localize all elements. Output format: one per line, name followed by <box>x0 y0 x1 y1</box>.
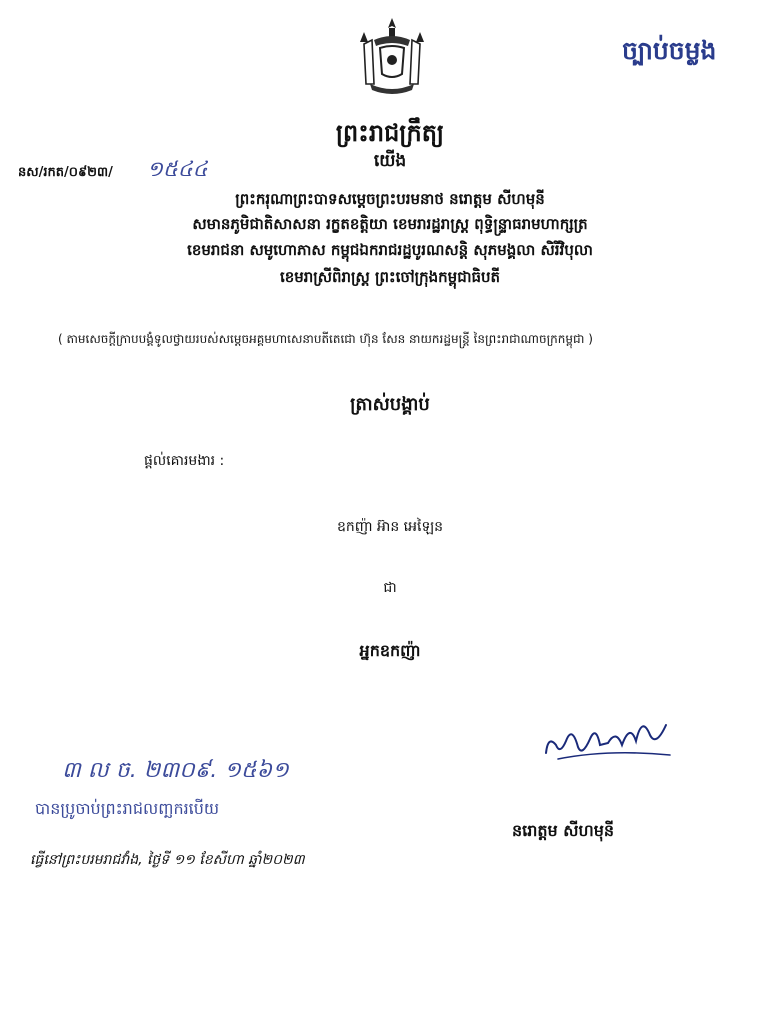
recipient-name: ឧកញ៉ា អ៊ាន អេឡៃន <box>337 519 443 535</box>
we-heading: យើង <box>373 151 407 171</box>
royal-title-line: សមានភូមិជាតិសាសនា រក្ខតខត្តិយា ខេមរារដ្ឋរាស្ត្រ ពុទ្ធិន្ទ្រាធរាមហាក្សត្រ <box>192 215 588 233</box>
place-and-date: ធ្វើនៅព្រះបរមរាជវាំង, ថ្ងៃទី ១១ ខែសីហា ឆ្នាំ២០២៣ <box>30 852 305 868</box>
decree-title: ព្រះរាជក្រឹត្យ <box>335 119 445 147</box>
copy-stamp: ច្បាប់ចម្លង <box>622 36 717 65</box>
as-word: ជា <box>383 580 397 596</box>
copy-certification-note: បានប្រូចាប់ព្រះរាជលញ្ឆករបើយ <box>35 799 220 818</box>
royal-title-line: ខេមរាស្រីពិរាស្ត្រ ព្រះចៅក្រុងកម្ពុជាធិបតី <box>279 268 501 286</box>
proposal-line: ( តាមសេចក្តីក្រាបបង្គំទូលថ្វាយរបស់សម្តេចអគ្គមហាសេនាបតីតេជោ ហ៊ុន សែន នាយករដ្ឋមន្ត្រី នៃព្រះរាជាណាចក្រកម្ពុជា ) <box>58 332 593 346</box>
royal-title-line: ខេមរាជនា សមូហោភាស កម្ពុជឯករាជរដ្ឋបូរណសន្តិ សុភមង្គលា សិរីវិបុលា <box>187 241 593 259</box>
royal-title-line: ព្រះករុណាព្រះបាទសម្តេចព្រះបរមនាថ នរោត្តម សីហមុនី <box>235 190 545 208</box>
royal-signature <box>538 705 678 765</box>
reference-number-handwritten: ១៥៤៤ <box>147 157 208 181</box>
signer-name: នរោត្តម សីហមុនី <box>512 821 615 840</box>
bestow-label: ផ្តល់គោរមងារ : <box>144 453 225 469</box>
royal-coat-of-arms-icon <box>350 14 434 98</box>
decree-subtitle: ត្រាស់បង្គាប់ <box>350 394 430 415</box>
reference-number: នស/រកត/០៩២៣/ <box>18 165 113 180</box>
registration-number-handwritten: ៣ ល ច. ២៣០៩. ១៥៦១ <box>62 758 289 783</box>
granted-title: អ្នកឧកញ៉ា <box>359 641 421 660</box>
